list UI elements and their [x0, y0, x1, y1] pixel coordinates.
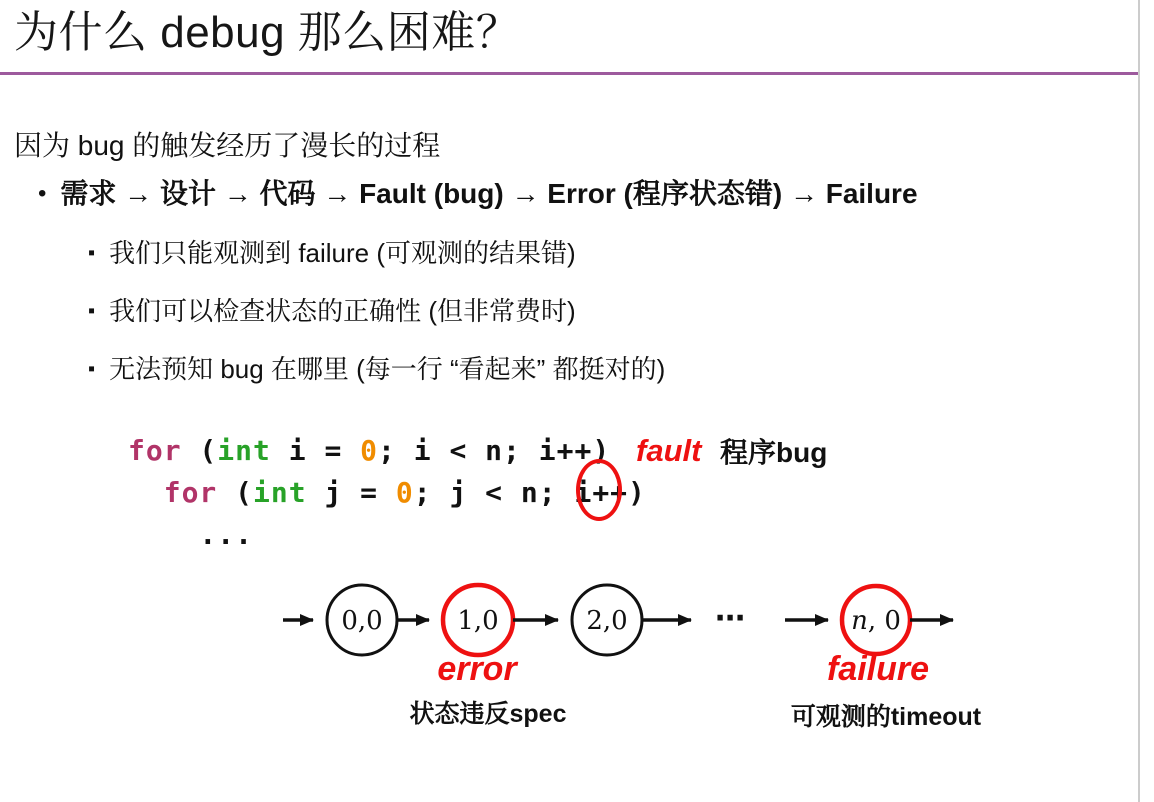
code-token: (	[217, 476, 254, 509]
code-token: (	[181, 434, 218, 467]
code-line-3	[128, 514, 646, 556]
code-token-type: int	[217, 434, 271, 467]
bullet-text: 需求 → 设计 → 代码 → Fault (bug) → Error (程序状态错) → Failure	[60, 178, 918, 209]
code-line-2	[128, 472, 646, 514]
sub-bullet-text: 我们可以检查状态的正确性 (但非常费时)	[109, 296, 576, 326]
title-underline-rule	[0, 72, 1140, 75]
code-token-keyword: for	[163, 476, 218, 509]
code-token-type: int	[253, 476, 307, 509]
code-token	[128, 476, 164, 509]
state-label-0-0: 0,0	[341, 606, 383, 636]
square-bullet-icon: ▪	[88, 358, 96, 380]
failure-caption: 可观测的timeout	[790, 703, 982, 731]
code-block	[128, 430, 646, 556]
code-line-1	[128, 430, 646, 472]
state-label-1-0: 1,0	[457, 606, 499, 636]
code-token: ; j < n; i++)	[413, 476, 646, 509]
state-label-2-0: 2,0	[586, 606, 628, 636]
state-label-n-0: n, 0	[851, 606, 901, 636]
error-label: error	[437, 650, 517, 688]
sub-bullet-check-state	[88, 294, 576, 328]
code-token: ...	[128, 518, 254, 551]
lead-paragraph: 因为 bug 的触发经历了漫长的过程	[14, 130, 441, 161]
fault-caption: 程序bug	[720, 437, 828, 468]
code-token-number: 0	[395, 476, 414, 509]
bullet-item-process-chain	[38, 176, 918, 212]
bullet-dot-icon: •	[38, 180, 47, 207]
sub-bullet-unknown-bug-location	[88, 352, 665, 386]
slide-right-border	[1138, 0, 1140, 802]
bug-highlight-ellipse	[576, 459, 622, 521]
code-token: ; i < n; i++)	[378, 434, 611, 467]
code-token: i =	[270, 434, 361, 467]
sub-bullet-text: 我们只能观测到 failure (可观测的结果错)	[109, 238, 576, 268]
code-token: j =	[306, 476, 396, 509]
ellipsis-dots: ⋯	[715, 601, 745, 636]
failure-label: failure	[826, 650, 930, 688]
square-bullet-icon: ▪	[88, 242, 96, 264]
code-token-number: 0	[360, 434, 379, 467]
sub-bullet-observe-failure	[88, 236, 576, 270]
fault-annotation: fault	[636, 433, 702, 468]
slide-title: 为什么 debug 那么困难？	[14, 8, 521, 57]
sub-bullet-text: 无法预知 bug 在哪里 (每一行 “看起来” 都挺对的)	[109, 354, 666, 384]
code-token-keyword: for	[128, 434, 182, 467]
error-caption: 状态违反spec	[409, 700, 567, 728]
square-bullet-icon: ▪	[88, 300, 96, 322]
